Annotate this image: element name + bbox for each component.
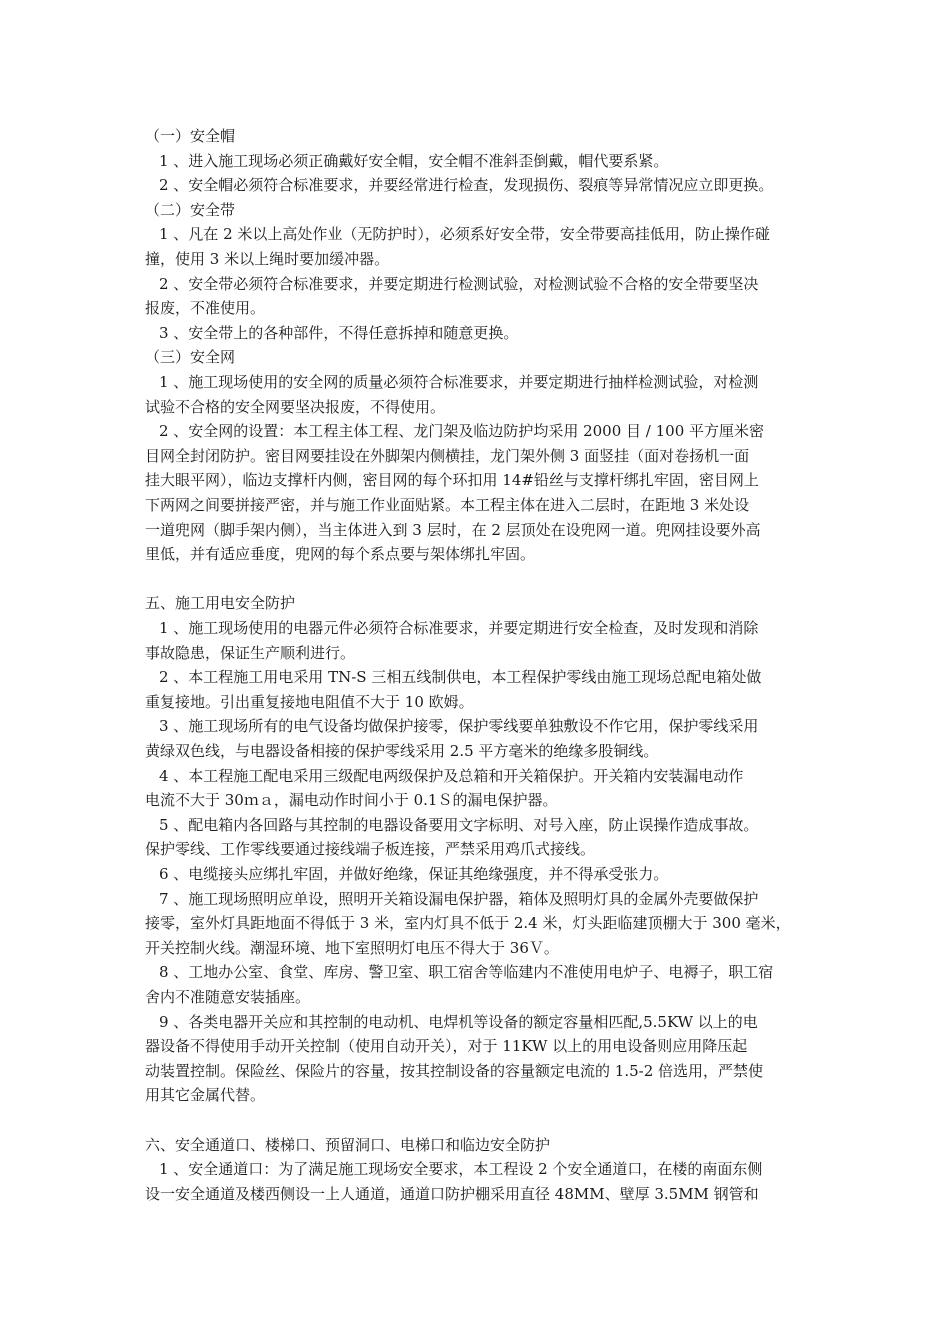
text-line: 里低，并有适应垂度，兜网的每个系点要与架体绑扎牢固。 xyxy=(145,545,536,564)
text-line: 黄绿双色线，与电器设备相接的保护零线采用 2.5 平方毫米的绝缘多股铜线。 xyxy=(145,742,659,760)
text-line: 一道兜网（脚手架内侧），当主体进入到 3 层时，在 2 层顶处在设兜网一道。兜网挂设要外高 xyxy=(145,520,761,539)
text-line: 2 、安全网的设置：本工程主体工程、龙门架及临边防护均采用 2000 目 / 100 平方厘米密 xyxy=(159,422,765,441)
text-line: 下两网之间要拼接严密，并与施工作业面贴紧。本工程主体在进入二层时，在距地 3 米处设 xyxy=(145,496,750,514)
text-line: 1 、施工现场使用的电器元件必须符合标准要求，并要定期进行安全检查，及时发现和消除 xyxy=(159,619,759,637)
text-line: 器设备不得使用手动开关控制（使用自动开关），对于 11KW 以上的用电设备则应用降压起 xyxy=(145,1037,748,1056)
text-line: 1 、施工现场使用的安全网的质量必须符合标准要求，并要定期进行抽样检测试验，对检测 xyxy=(159,373,759,391)
text-line: 3 、施工现场所有的电气设备均做保护接零，保护零线要单独敷设不作它用，保护零线采用 xyxy=(159,717,759,736)
text-line: 2 、安全帽必须符合标准要求，并要经常进行检查，发现损伤、裂痕等异常情况应立即更换。 xyxy=(159,176,774,195)
text-line: 3 、安全带上的各种部件，不得任意拆掉和随意更换。 xyxy=(159,323,519,342)
text-line: 电流不大于 30ｍａ，漏电动作时间小于 0.1Ｓ的漏电保护器。 xyxy=(145,791,558,810)
text-line: 1 、安全通道口：为了满足施工现场安全要求，本工程设 2 个安全通道口，在楼的南面东侧 xyxy=(159,1160,763,1179)
text-line: 2 、安全带必须符合标准要求，并要定期进行检测试验，对检测试验不合格的安全带要坚决 xyxy=(159,274,759,293)
text-line: 8 、工地办公室、食堂、库房、警卫室、职工宿舍等临建内不准使用电炉子、电褥子，职工宿 xyxy=(159,963,774,982)
text-line: 动装置控制。保险丝、保险片的容量，按其控制设备的容量额定电流的 1.5-2 倍选用，严禁使 xyxy=(145,1061,764,1080)
text-line: 五、施工用电安全防护 xyxy=(145,594,296,613)
text-line: 9 、各类电器开关应和其控制的电动机、电焊机等设备的额定容量相匹配,5.5KW 以上的电 xyxy=(159,1012,758,1031)
text-line: 4 、本工程施工配电采用三级配电两级保护及总箱和开关箱保护。开关箱内安装漏电动作 xyxy=(159,766,744,785)
text-line: 事故隐患，保证生产顺利进行。 xyxy=(145,643,356,662)
text-line: 用其它金属代替。 xyxy=(145,1086,266,1105)
text-line: 目网全封闭防护。密目网要挂设在外脚架内侧横挂，龙门架外侧 3 面竖挂（面对卷扬机一面 xyxy=(145,446,750,465)
text-line: 7 、施工现场照明应单设，照明开关箱设漏电保护器，箱体及照明灯具的金属外壳要做保护 xyxy=(159,889,759,908)
text-line: 保护零线、工作零线要通过接线端子板连接，严禁采用鸡爪式接线。 xyxy=(145,840,596,859)
text-line: 1 、进入施工现场必须正确戴好安全帽，安全帽不准斜歪倒戴，帽代要系紧。 xyxy=(159,151,669,170)
text-line: 6 、电缆接头应绑扎牢固，并做好绝缘，保证其绝缘强度，并不得承受张力。 xyxy=(159,865,669,883)
text-line: 报废，不准使用。 xyxy=(145,299,266,318)
text-line: 重复接地。引出重复接地电阻值不大于 10 欧姆。 xyxy=(145,692,474,711)
text-line: （三）安全网 xyxy=(145,348,236,367)
text-line: （二）安全带 xyxy=(145,200,236,219)
text-line: 2 、本工程施工用电采用 TN-S 三相五线制供电，本工程保护零线由施工现场总配电箱处做 xyxy=(159,668,762,687)
text-line: 开关控制火线。潮湿环境、地下室照明灯电压不得大于 36Ｖ。 xyxy=(145,938,559,957)
text-line: 5 、配电箱内各回路与其控制的电器设备要用文字标明、对号入座，防止误操作造成事故。 xyxy=(159,815,759,834)
text-line: 挂大眼平网），临边支撑杆内侧，密目网的每个环扣用 14#铅丝与支撑杆绑扎牢固，密目网上 xyxy=(145,471,759,490)
text-line: 六、安全通道口、楼梯口、预留洞口、电梯口和临边安全防护 xyxy=(145,1135,551,1154)
text-line: 设一安全通道及楼西侧设一上人通道，通道口防护棚采用直径 48MM、壁厚 3.5MM 钢管和 xyxy=(145,1184,759,1203)
text-line: 接零，室外灯具距地面不得低于 3 米，室内灯具不低于 2.4 米，灯头距临建顶棚大于 300 毫米， xyxy=(145,914,791,933)
text-line: 舍内不准随意安装插座。 xyxy=(145,988,311,1006)
text-line: （一）安全帽 xyxy=(145,127,236,145)
text-line: 试验不合格的安全网要坚决报废，不得使用。 xyxy=(145,397,446,416)
text-line: 撞，使用 3 米以上绳时要加缓冲器。 xyxy=(145,250,390,268)
text-line: 1 、凡在 2 米以上高处作业（无防护时），必须系好安全带，安全带要高挂低用，防止操作碰 xyxy=(159,225,770,244)
